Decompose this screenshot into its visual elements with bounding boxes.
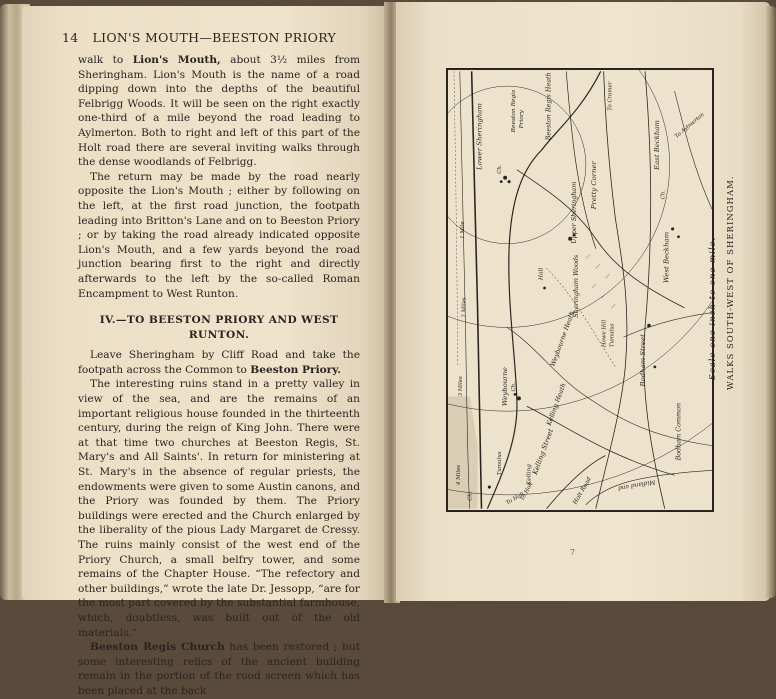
label-bodham-street: Bodham Street	[639, 334, 648, 387]
label-bodham-common: Bodham Common	[674, 402, 683, 461]
label-to-cromer: To Cromer	[607, 81, 614, 111]
label-kelling: Kelling	[526, 464, 533, 486]
label-ch-2: Ch.	[660, 190, 667, 200]
running-head-title: LION'S MOUTH—BEESTON PRIORY	[92, 30, 337, 45]
book-edge-right	[766, 6, 776, 598]
paragraph-4: The interesting ruins stand in a pretty valley in view of the sea, and are the remains of an important religious house founded in the thirteenth century, during the reign of King John. There were at that time two churches at Beeston Regis, St. Mary's and All Saints'. In return for ministering at St. Mary's in the absence of regular priests, the endowments were given to some Austin canons, and the Priory was founded by them. The Priory buildings were erected and the Church enlarged by the liberality of the pious Lady Margaret de Cressy. The ruins mainly consist of the west end of the Priory Church, a small belfry tower, and some remains of the Chapter House. “The refectory and other buildings,” wrote the late Dr. Jessopp, “are for the most part covered by the substantial farmhouse, which, doubtless, was built out of the old materials.”	[78, 378, 360, 639]
label-kelling-street: Kelling Street	[531, 427, 556, 476]
label-priory: Priory	[518, 110, 525, 129]
right-page-number: 7	[570, 548, 576, 557]
label-midland-and: Midland and	[617, 478, 656, 491]
label-to-holt-2: To Holt	[505, 491, 526, 507]
label-lower-sheringham: Lower Sheringham	[475, 103, 484, 170]
label-west-beckham: West Beckham	[662, 231, 671, 284]
label-beeston-regis: Beeston Regis	[510, 89, 517, 133]
label-sheringham-woods: Sheringham Woods	[572, 254, 581, 318]
label-upper-sheringham: Upper Sheringham	[570, 181, 579, 244]
paragraph-1: walk to Lion's Mouth, about 3½ miles from Sheringham. Lion's Mouth is the name of a road dipping down into the depths of the beautiful Felbrigg Woods. It will be seen on the right exactly one-third of a mile beyond the road leading to Aylmerton. Both to right and left of this part of the Holt road there are several inviting walks through the dense woodlands of Felbrigg.	[78, 54, 360, 169]
label-east-beckham: East Beckham	[652, 120, 661, 170]
label-ch-3: Ch.	[510, 382, 517, 392]
label-beeston-regis-heath: Beeston Regis Heath	[544, 72, 553, 141]
label-ch-1: Ch.	[497, 164, 504, 174]
label-mile-2: 2 Miles	[461, 297, 468, 318]
section-heading: IV.—TO BEESTON PRIORY AND WEST RUNTON.	[99, 314, 339, 341]
label-mile-1: 1 Mile	[459, 221, 466, 239]
label-holt-road: Holt Road	[572, 476, 593, 506]
paragraph-2: The return may be made by the road nearly opposite the Lion's Mouth ; either by following on the left, at the first road junction, the footpath leading into Britton's Lane and on to Beeston Priory ; or by taking the road already indicated opposite Lion's Mouth, and a few yards beyond the road junction bearing first to the right and directly afterwards to the left by the so-called Roman Encampment to West Runton.	[78, 170, 360, 300]
mile-circle-3	[448, 70, 712, 411]
label-kelling-heath: Kelling Heath	[544, 381, 568, 427]
label-tumulus: Tumulus	[609, 323, 616, 348]
label-hall: Hall	[538, 267, 545, 281]
label-mile-3: 3 Miles	[457, 376, 464, 397]
label-ch-4: Ch.	[467, 491, 474, 501]
left-page-number: 14	[62, 30, 79, 45]
map-scale-note: Scale one inch to one mile.	[708, 236, 718, 380]
body-text	[78, 53, 360, 699]
walks-map	[446, 68, 714, 512]
label-howe-hill: Howe Hill	[601, 319, 608, 348]
map-drawing	[448, 70, 712, 510]
label-mile-4: 4 Miles	[455, 464, 462, 486]
label-to-holt: To Holt	[519, 481, 535, 502]
label-to-aylmerton: To Aylmerton	[673, 111, 706, 140]
label-weybourne: Weybourne	[501, 367, 510, 407]
paragraph-5: Beeston Regis Church has been restored ; but some interesting relics of the ancient building remain in the portion of the rood screen which has been placed at the back	[78, 641, 360, 697]
paragraph-3: Leave Sheringham by Cliff Road and take the footpath across the Common to Beeston Priory.	[78, 349, 360, 376]
label-weybourne-heath: Weybourne Heath	[548, 309, 577, 368]
label-tumulus-2: Tumulus	[497, 451, 504, 476]
map-side-title: WALKS SOUTH-WEST OF SHERINGHAM.	[726, 175, 736, 390]
label-pretty-corner: Pretty Corner	[589, 161, 598, 210]
running-header	[62, 30, 362, 45]
